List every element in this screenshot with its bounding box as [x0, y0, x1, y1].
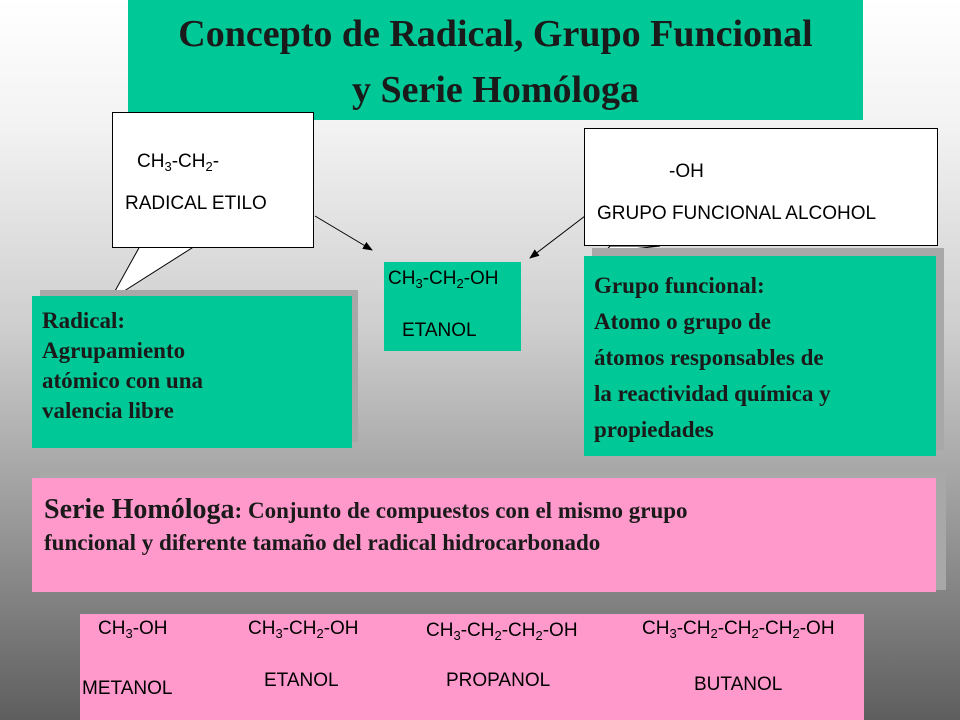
example-formula-methanol: $CH_3-OH$	[98, 618, 168, 641]
example-label-methanol: METANOL	[82, 678, 173, 699]
functional-def-line: la reactividad química y	[594, 381, 831, 406]
series-term: Serie Homóloga	[44, 494, 235, 525]
functional-callout	[584, 128, 938, 246]
example-formula-propanol: $CH_3-CH_2-CH_2-OH$	[426, 620, 578, 643]
ethanol-box	[384, 262, 521, 351]
radical-callout-label: RADICAL ETILO	[125, 193, 267, 214]
example-formula-butanol: $CH_3-CH_2-CH_2-CH_2-OH$	[642, 618, 835, 641]
radical-formula: $CH_3-CH_2-$	[137, 151, 220, 174]
arrow-functional-to-ethanol	[530, 216, 585, 258]
series-examples	[80, 614, 864, 720]
example-label-butanol: BUTANOL	[694, 674, 783, 695]
radical-callout	[112, 112, 314, 248]
title-line-1: Concepto de Radical, Grupo Funcional	[178, 13, 813, 55]
series-colon: :	[234, 498, 243, 523]
example-formula-ethanol: $CH_3-CH_2-OH$	[248, 618, 359, 641]
series-definition	[32, 478, 936, 592]
series-text-1: Conjunto de compuestos con el mismo grupo	[242, 498, 688, 523]
functional-def-line: Grupo funcional:	[594, 273, 765, 298]
series-text-2: funcional y diferente tamaño del radical hidrocarbonado	[44, 530, 601, 555]
functional-def-line: propiedades	[594, 417, 714, 442]
arrow-radical-to-ethanol	[315, 216, 372, 250]
radical-def-line: valencia libre	[42, 398, 174, 423]
functional-formula: -OH	[669, 161, 704, 182]
radical-def-line: Radical:	[42, 308, 126, 333]
title-line-2: y Serie Homóloga	[351, 69, 640, 111]
example-label-propanol: PROPANOL	[446, 670, 551, 691]
ethanol-formula: $CH_3-CH_2-OH$	[388, 268, 499, 291]
ethanol-label: ETANOL	[402, 320, 477, 341]
radical-def-line: atómico con una	[42, 368, 203, 393]
example-label-ethanol: ETANOL	[264, 670, 339, 691]
radical-def-line: Agrupamiento	[42, 338, 186, 363]
functional-def-line: átomos responsables de	[594, 345, 824, 370]
functional-definition	[584, 256, 936, 456]
functional-callout-label: GRUPO FUNCIONAL ALCOHOL	[597, 203, 877, 224]
radical-definition	[32, 296, 352, 448]
functional-def-line: Atomo o grupo de	[594, 309, 771, 334]
